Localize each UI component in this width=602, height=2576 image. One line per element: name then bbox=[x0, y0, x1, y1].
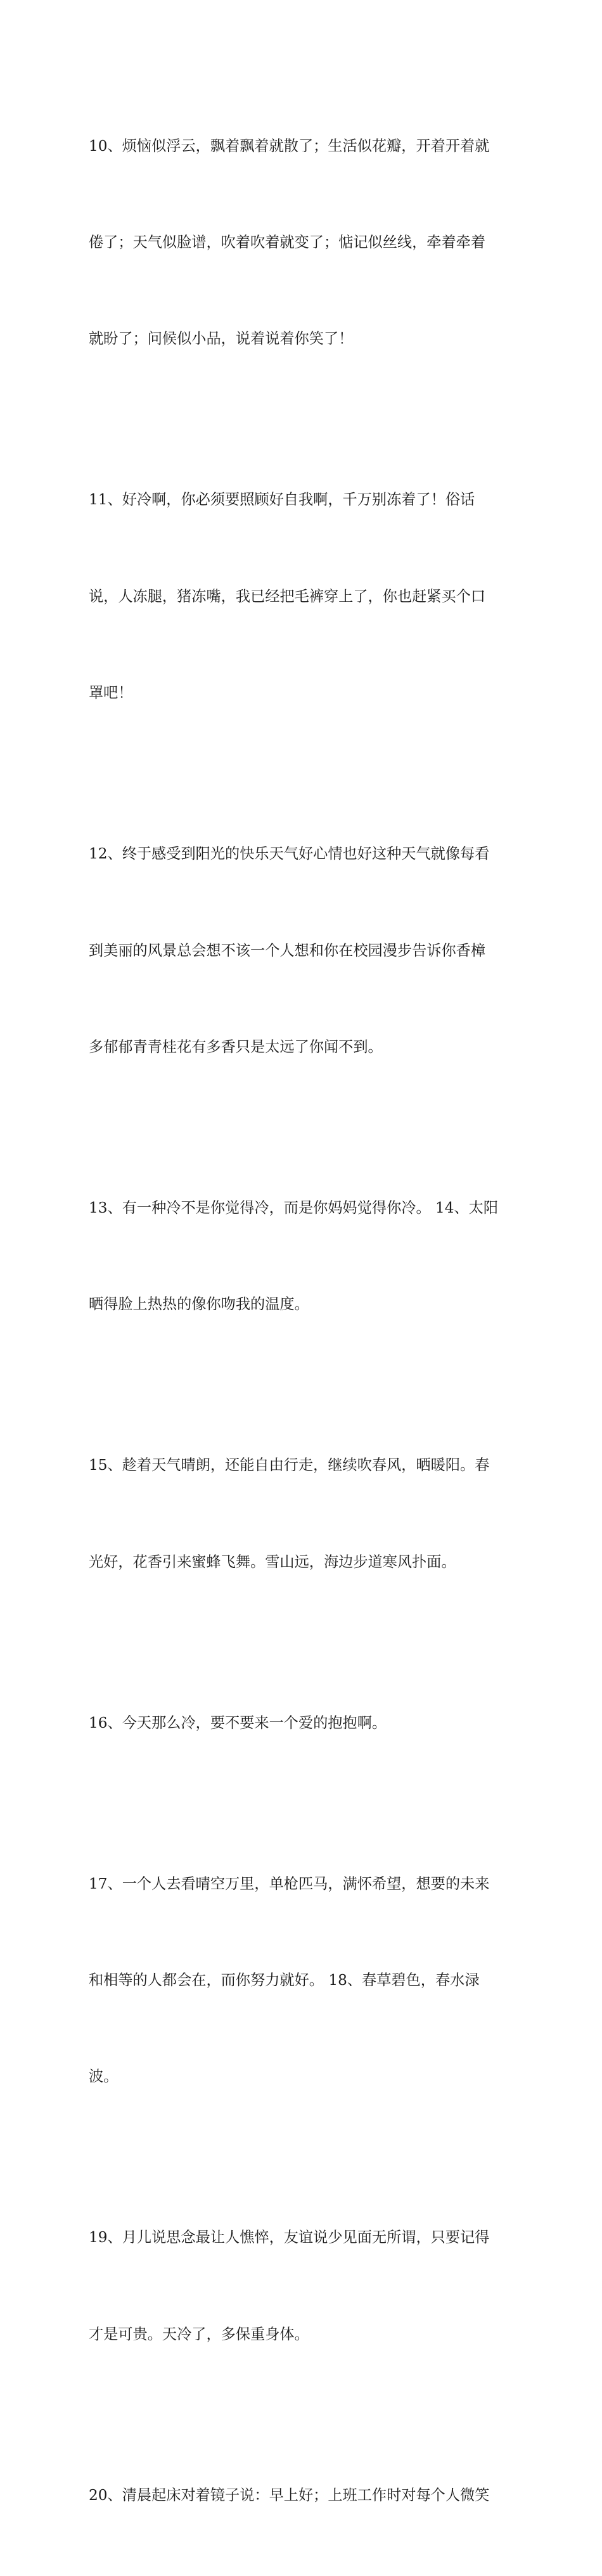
text-line: 说，人冻腿，猪冻嘴，我已经把毛裤穿上了，你也赶紧买个口 bbox=[89, 587, 486, 605]
text-line: 16、今天那么冷，要不要来一个爱的抱抱啊。 bbox=[89, 1714, 387, 1731]
text-line: 20、清晨起床对着镜子说：早上好；上班工作时对每个人微笑 bbox=[89, 2486, 490, 2504]
paragraph-16 bbox=[89, 1643, 516, 1804]
document-body bbox=[89, 66, 516, 2576]
text-line: 罩吧！ bbox=[89, 684, 133, 702]
paragraph-20 bbox=[89, 2415, 516, 2576]
text-line: 到美丽的风景总会想不该一个人想和你在校园漫步告诉你香樟 bbox=[89, 941, 486, 959]
text-line: 11、好冷啊，你必须要照顾好自我啊，千万别冻着了！俗话 bbox=[89, 491, 475, 509]
paragraph-17-18 bbox=[89, 1804, 516, 2158]
text-line: 17、一个人去看晴空万里，单枪匹马，满怀希望，想要的未来 bbox=[89, 1875, 490, 1892]
text-line: 19、月儿说思念最让人憔悴，友谊说少见面无所谓，只要记得 bbox=[89, 2229, 490, 2247]
paragraph-19 bbox=[89, 2158, 516, 2415]
text-line: 15、趁着天气晴朗，还能自由行走，继续吹春风，晒暖阳。春 bbox=[89, 1457, 490, 1474]
text-line: 13、有一种冷不是你觉得冷，而是你妈妈觉得你冷。 14、太阳 bbox=[89, 1199, 499, 1216]
text-line: 倦了；天气似脸谱，吹着吹着就变了；惦记似丝线，牵着牵着 bbox=[89, 233, 486, 251]
text-line: 才是可贵。天冷了，多保重身体。 bbox=[89, 2325, 309, 2343]
text-line: 和相等的人都会在，而你努力就好。 18、春草碧色，春水渌 bbox=[89, 1972, 480, 1989]
text-line: 10、烦恼似浮云，飘着飘着就散了；生活似花瓣，开着开着就 bbox=[89, 137, 490, 155]
text-line: 12、终于感受到阳光的快乐天气好心情也好这种天气就像每看 bbox=[89, 845, 490, 863]
text-line: 就盼了；问候似小品，说着说着你笑了！ bbox=[89, 330, 354, 348]
paragraph-15 bbox=[89, 1386, 516, 1643]
text-line: 波。 bbox=[89, 2068, 118, 2086]
paragraph-10 bbox=[89, 66, 516, 420]
paragraph-13-14 bbox=[89, 1128, 516, 1385]
text-line: 光好，花香引来蜜蜂飞舞。雪山远，海边步道寒风扑面。 bbox=[89, 1553, 456, 1571]
paragraph-12 bbox=[89, 774, 516, 1128]
text-line: 多郁郁青青桂花有多香只是太远了你闻不到。 bbox=[89, 1038, 383, 1055]
text-line: 晒得脸上热热的像你吻我的温度。 bbox=[89, 1296, 309, 1313]
paragraph-11 bbox=[89, 420, 516, 774]
